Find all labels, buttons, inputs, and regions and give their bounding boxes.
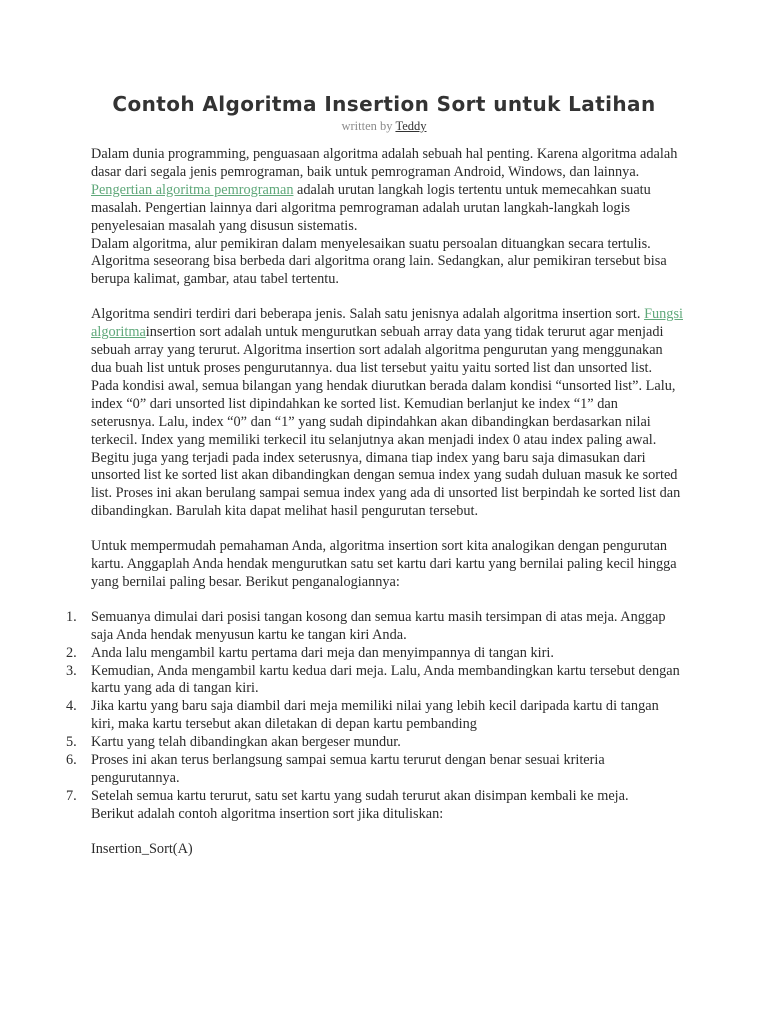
paragraph-intro-text: Dalam dunia programming, penguasaan algoritma adalah sebuah hal penting. Karena algoritma adalah dasar dari segala jenis pemrograman, baik untuk pemrograman Android, Windows, dan lainnya. xyxy=(91,146,678,180)
paragraph-kondisi: Pada kondisi awal, semua bilangan yang hendak diurutkan berada dalam kondisi “unsorted list”. Lalu, index “0” dari unsorted list dipindahkan ke sorted list. Kemudian berlanjut ke index “1” dan seterusnya. Lalu, index “0” dan “1” yang sudah dipindahkan akan dibandingkan berdasarkan nilai terkecil. Index yang memiliki terkecil itu selanjutnya akan menjadi index 0 atau index paling awal. Begitu juga yang terjadi pada index seterusnya, dimana tiap index yang baru saja dimasukan dari unsorted list ke sorted list akan dibandingkan dengan semua index yang sudah duluan masuk ke sorted list. Proses ini akan berulang sampai semua index yang ada di unsorted list berpindah ke sorted list dan dibandingkan. Barulah kita dapat melihat hasil pengurutan tersebut. xyxy=(91,377,681,520)
list-text: Jika kartu yang baru saja diambil dari meja memiliki nilai yang lebih kecil daripada kartu di tangan kiri, maka kartu tersebut akan diletakan di depan kartu pembanding xyxy=(91,698,659,733)
list-text: Kartu yang telah dibandingkan akan bergeser mundur. xyxy=(91,734,401,751)
list-item xyxy=(66,752,683,788)
steps-list xyxy=(66,608,683,806)
list-item xyxy=(66,734,683,752)
list-item xyxy=(66,787,683,806)
list-number: 7. xyxy=(66,787,77,804)
byline-prefix: written by xyxy=(341,119,393,133)
link-fungsi-algoritma[interactable]: Fungsi algoritma xyxy=(91,306,683,341)
list-text: Kemudian, Anda mengambil kartu kedua dari meja. Lalu, Anda membandingkan kartu tersebut dengan kartu yang ada di tangan kiri. xyxy=(91,662,680,697)
paragraph-jenis xyxy=(91,306,683,378)
page-title: Contoh Algoritma Insertion Sort untuk Latihan xyxy=(112,92,656,116)
link-pengertian-algoritma[interactable]: Pengertian algoritma pemrograman xyxy=(91,181,294,198)
list-text: Setelah semua kartu terurut, satu set kartu yang sudah terurut akan disimpan kembali ke meja. xyxy=(91,787,629,804)
article-body xyxy=(66,146,683,859)
byline xyxy=(0,119,768,134)
list-number: 5. xyxy=(66,734,77,751)
list-item xyxy=(66,698,683,734)
list-number: 4. xyxy=(66,698,77,715)
list-item xyxy=(66,662,683,699)
list-item xyxy=(66,608,683,645)
list-number: 6. xyxy=(66,752,77,769)
list-text: Semuanya dimulai dari posisi tangan kosong dan semua kartu masih tersimpan di atas meja. Anggap saja Anda hendak menyusun kartu ke tangan kiri Anda. xyxy=(91,608,666,643)
paragraph-contoh: Berikut adalah contoh algoritma insertion sort jika dituliskan: xyxy=(91,805,444,822)
list-text: Proses ini akan terus berlangsung sampai semua kartu terurut dengan benar sesuai kriteria pengurutannya. xyxy=(91,752,605,786)
author-link[interactable]: Teddy xyxy=(395,119,427,133)
paragraph-intro xyxy=(91,146,683,236)
paragraph-jenis-text-2: insertion sort adalah untuk mengurutkan sebuah array data yang tidak terurut agar menjadi sebuah array yang terurut. Algoritma insertion sort adalah algoritma pengurutan yang menggunakan dua buah list untuk proses pengurutannya. dua list tersebut yaitu yaitu sorted list dan unsorted list. xyxy=(91,324,664,376)
list-text: Anda lalu mengambil kartu pertama dari meja dan menyimpannya di tangan kiri. xyxy=(91,644,554,661)
paragraph-intro-text-2: adalah urutan langkah logis tertentu untuk memecahkan suatu masalah. Pengertian lainnya dari algoritma pemrograman adalah urutan langkah-langkah logis penyelesaian masalah yang disusun sistematis. xyxy=(91,181,651,234)
paragraph-analogi: Untuk mempermudah pemahaman Anda, algoritma insertion sort kita analogikan dengan pengurutan kartu. Anggaplah Anda hendak mengurutkan satu set kartu dari kartu yang bernilai paling kecil hingga yang bernilai paling besar. Berikut penganalogiannya: xyxy=(91,538,677,590)
list-number: 3. xyxy=(66,662,77,679)
list-number: 1. xyxy=(66,608,77,625)
list-item xyxy=(66,644,683,663)
code-line: Insertion_Sort(A) xyxy=(91,840,193,857)
paragraph-jenis-text: Algoritma sendiri terdiri dari beberapa jenis. Salah satu jenisnya adalah algoritma insertion sort. xyxy=(91,306,641,323)
list-number: 2. xyxy=(66,644,77,661)
paragraph-alur: Dalam algoritma, alur pemikiran dalam menyelesaikan suatu persoalan dituangkan secara tertulis. Algoritma seseorang bisa berbeda dari algoritma orang lain. Sedangkan, alur pemikiran tersebut bisa berupa kalimat, gambar, atau tabel tertentu. xyxy=(91,235,667,288)
